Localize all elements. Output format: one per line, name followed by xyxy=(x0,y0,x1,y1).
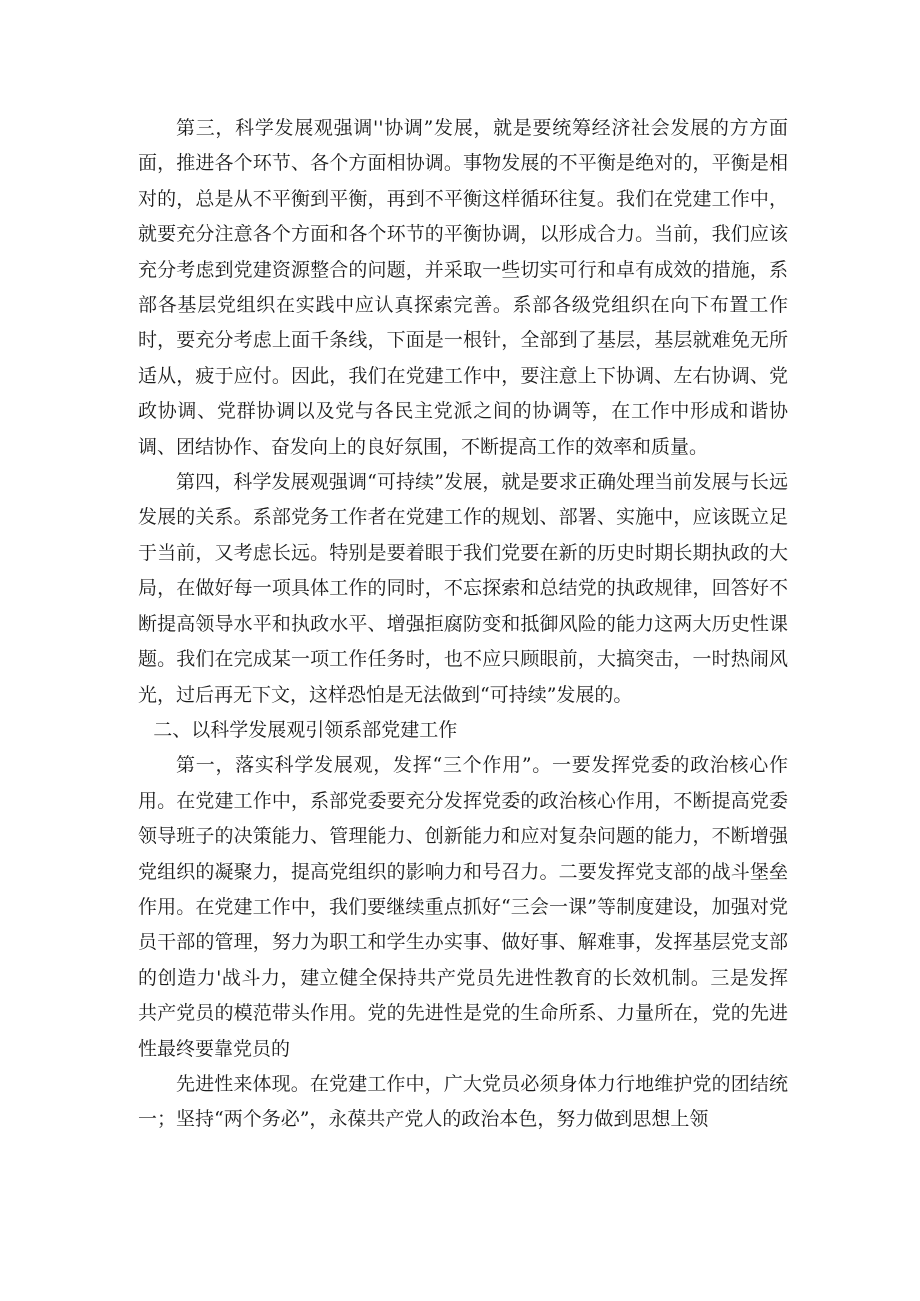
paragraph-first-three-roles: 第一，落实科学发展观，发挥“三个作用”。一要发挥党委的政治核心作用。在党建工作中，系部党委要充分发挥党委的政治核心作用，不断提高党委领导班子的决策能力、管理能力、创新能力和应对复杂问题的能力，不断增强党组织的凝聚力，提高党组织的影响力和号召力。二要发挥党支部的战斗堡垒作用。在党建工作中，我们要继续重点抓好“三会一课”等制度建设，加强对党员干部的管理，努力为职工和学生办实事、做好事、解难事，发挥基层党支部的创造力'战斗力，建立健全保持共产党员先进性教育的长效机制。三是发挥共产党员的模范带头作用。党的先进性是党的生命所系、力量所在，党的先进性最终要靠党员的 xyxy=(138,754,788,1060)
document-body xyxy=(138,111,788,1138)
paragraph-continuation: 先进性来体现。在党建工作中，广大党员必须身体力行地维护党的团结统一；坚持“两个务必”，永葆共产党人的政治本色，努力做到思想上领 xyxy=(138,1072,788,1131)
paragraph-third-coordination: 第三，科学发展观强调''协调”发展，就是要统筹经济社会发展的方方面面，推进各个环节、各个方面相协调。事物发展的不平衡是绝对的，平衡是相对的，总是从不平衡到平衡，再到不平衡这样循环往复。我们在党建工作中，就要充分注意各个方面和各个环节的平衡协调，以形成合力。当前，我们应该充分考虑到党建资源整合的问题，并采取一些切实可行和卓有成效的措施，系部各基层党组织在实践中应认真探索完善。系部各级党组织在向下布置工作时，要充分考虑上面千条线，下面是一根针，全部到了基层，基层就难免无所适从，疲于应付。因此，我们在党建工作中，要注意上下协调、左右协调、党政协调、党群协调以及党与各民主党派之间的协调等，在工作中形成和谐协调、团结协作、奋发向上的良好氛围，不断提高工作的效率和质量。 xyxy=(138,117,788,458)
section-heading: 二、以科学发展观引领系部党建工作 xyxy=(153,718,458,741)
paragraph-fourth-sustainable: 第四，科学发展观强调“可持续”发展，就是要求正确处理当前发展与长远发展的关系。系部党务工作者在党建工作的规划、部署、实施中，应该既立足于当前，又考虑长远。特别是要着眼于我们党要在新的历史时期长期执政的大局，在做好每一项具体工作的同时，不忘探索和总结党的执政规律，回答好不断提高领导水平和执政水平、增强拒腐防变和抵御风险的能力这两大历史性课题。我们在完成某一项工作任务时，也不应只顾眼前，大搞突击，一时热闹风光，过后再无下文，这样恐怕是无法做到“可持续”发展的。 xyxy=(138,471,788,706)
